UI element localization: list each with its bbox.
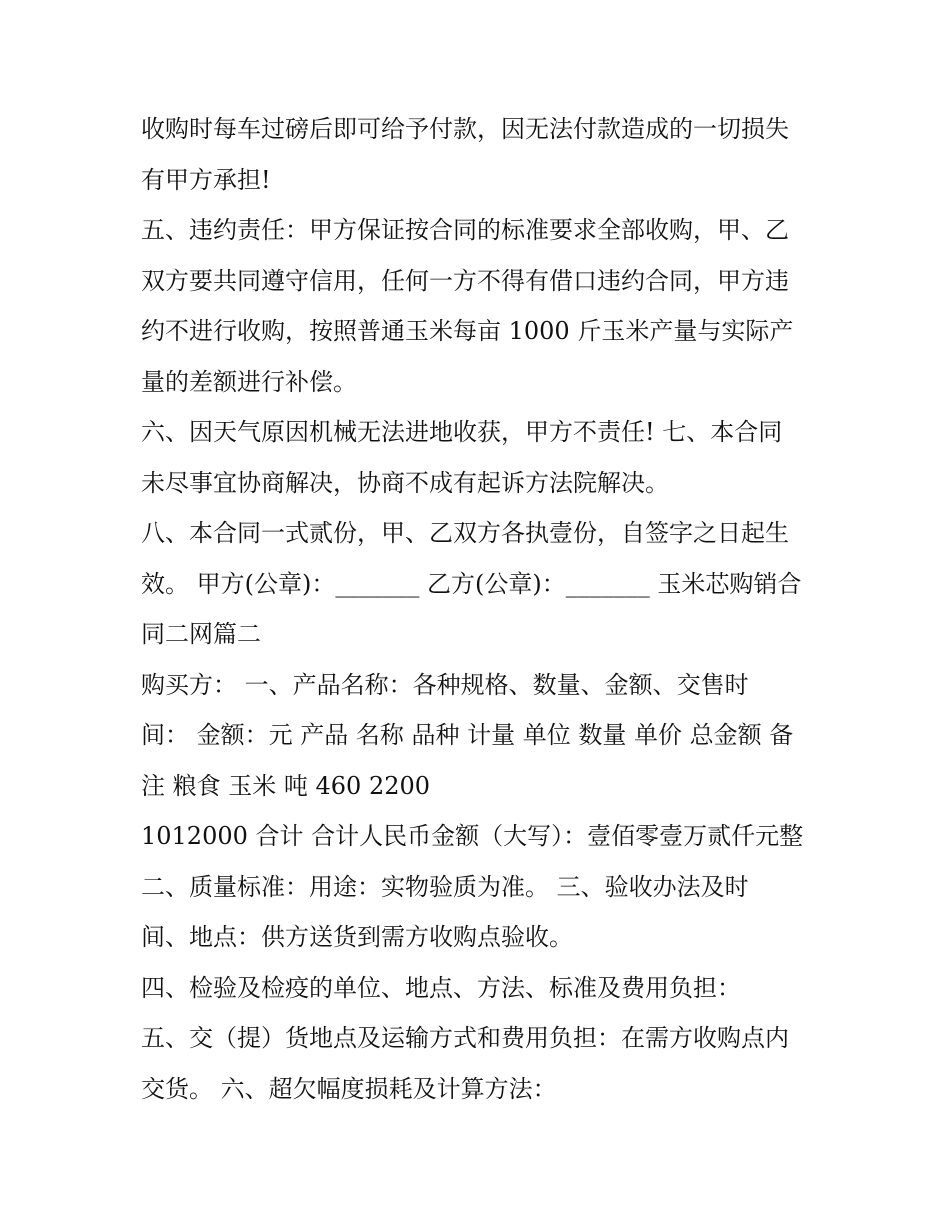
text-line: 1012000 合计 合计人民币金额（大写）：壹佰零壹万贰仟元整	[141, 822, 804, 850]
text-line: 四、检验及检疫的单位、地点、方法、标准及费用负担：	[141, 973, 741, 1002]
text-line: 交货。 六、超欠幅度损耗及计算方法：	[141, 1074, 557, 1103]
text-line: 同二网篇二	[141, 620, 261, 648]
text-line: 未尽事宜协商解决，协商不成有起诉方法院解决。	[141, 468, 669, 497]
text-line: 约不进行收购，按照普通玉米每亩 1000 斤玉米产量与实际产	[141, 317, 794, 345]
contract-body-text	[141, 104, 831, 1114]
text-line: 双方要共同遵守信用，任何一方不得有借口违约合同，甲方违	[141, 266, 789, 295]
text-line: 五、交（提）货地点及运输方式和费用负担：在需方收购点内	[141, 1024, 789, 1052]
text-line: 间、地点：供方送货到需方收购点验收。	[141, 923, 573, 951]
text-line: 五、违约责任：甲方保证按合同的标准要求全部收购，甲、乙	[141, 216, 789, 244]
text-line: 购买方： 一、产品名称：各种规格、数量、金额、交售时	[141, 670, 749, 699]
text-line: 间： 金额：元 产品 名称 品种 计量 单位 数量 单价 总金额 备	[141, 721, 794, 749]
text-line: 八、本合同一式贰份，甲、乙双方各执壹份，自签字之日起生	[141, 519, 789, 547]
text-line: 收购时每车过磅后即可给予付款，因无法付款造成的一切损失	[141, 115, 789, 143]
text-line: 六、因天气原因机械无法进地收获，甲方不责任! 七、本合同	[141, 418, 783, 446]
text-line: 效。 甲方(公章)：_______ 乙方(公章)：_______ 玉米芯购销合	[141, 569, 802, 598]
text-line: 二、质量标准：用途：实物验质为准。 三、验收办法及时	[141, 872, 749, 901]
text-line: 注 粮食 玉米 吨 460 2200	[141, 771, 431, 800]
text-line: 量的差额进行补偿。	[141, 367, 357, 396]
text-line: 有甲方承担!	[141, 165, 271, 194]
